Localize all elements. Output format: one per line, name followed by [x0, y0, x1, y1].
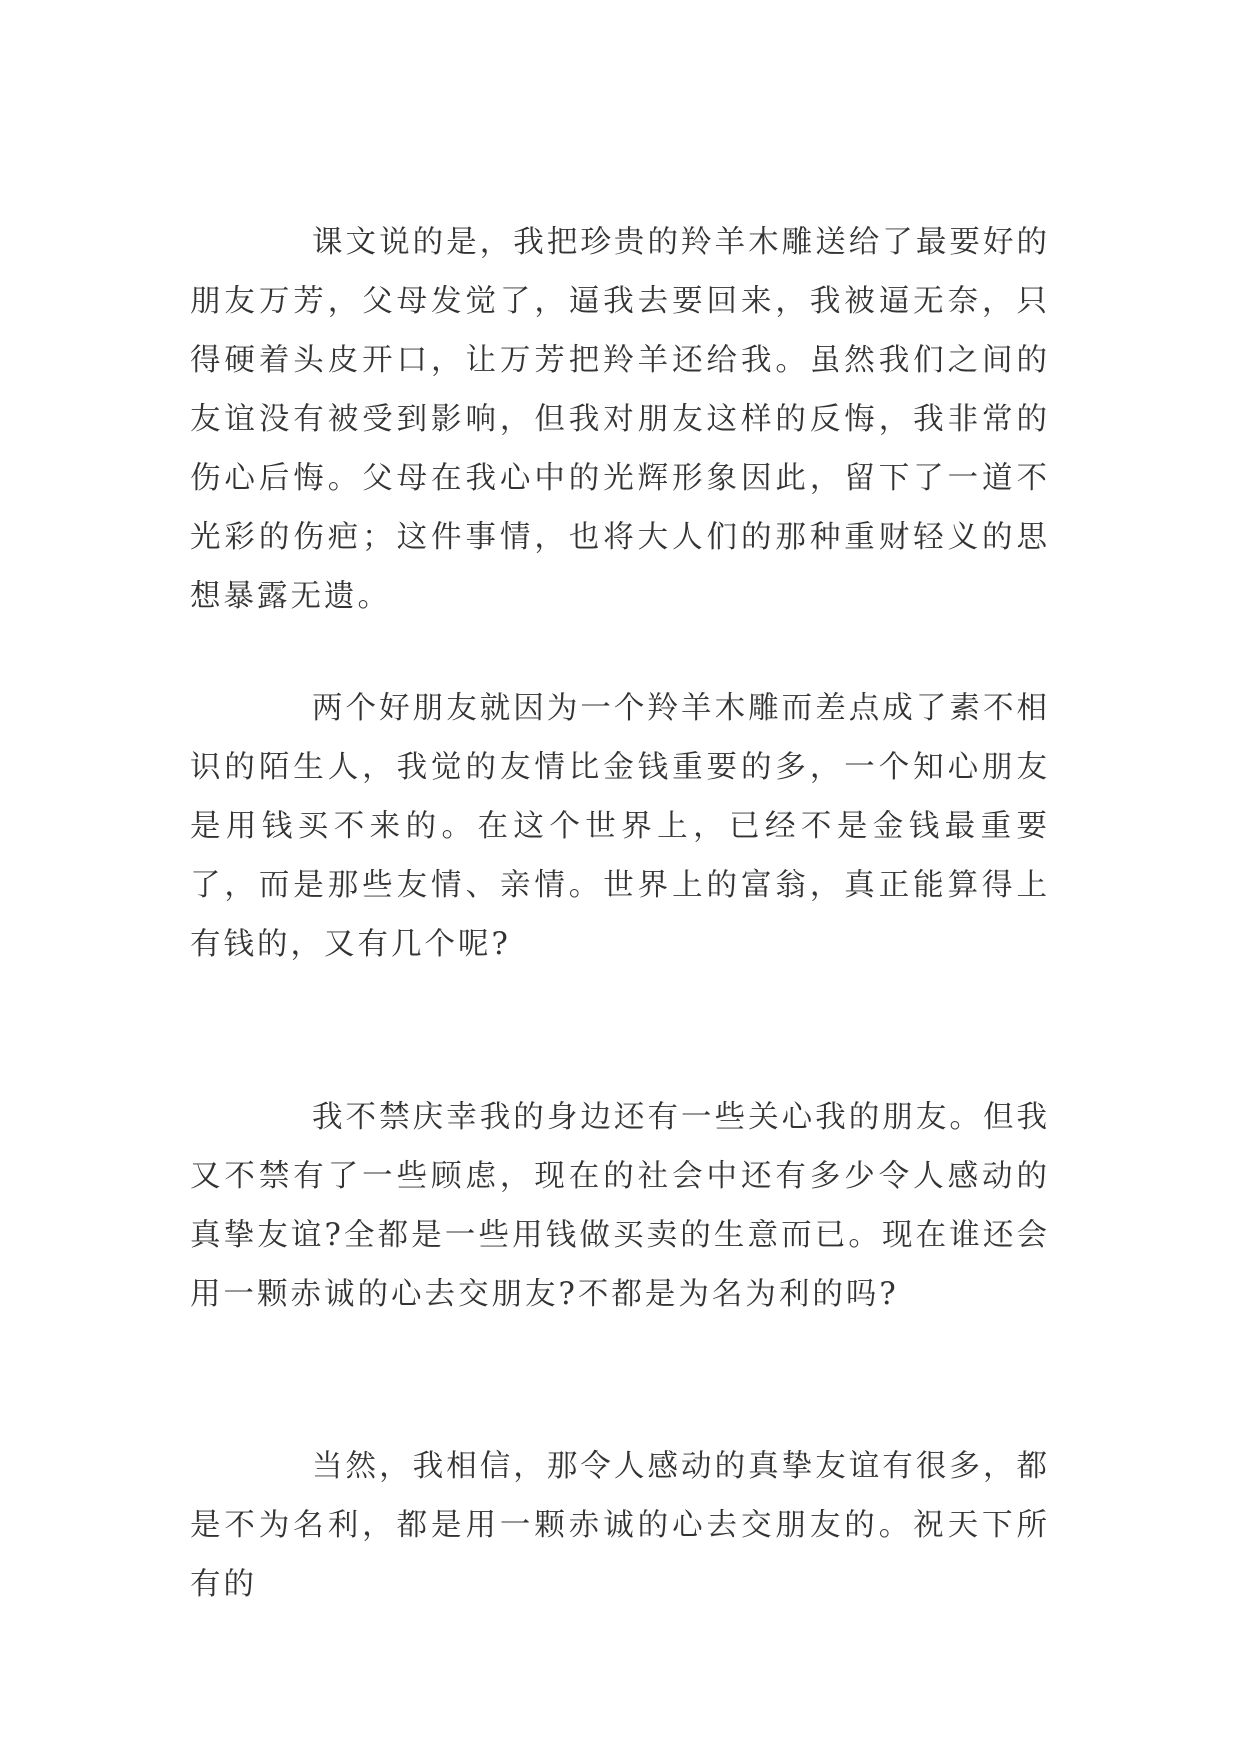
- paragraph-3: 我不禁庆幸我的身边还有一些关心我的朋友。但我又不禁有了一些顾虑，现在的社会中还有多少令人感动的真挚友谊?全都是一些用钱做买卖的生意而已。现在谁还会用一颗赤诚的心去交朋友?不都是为名为利的吗?: [190, 1100, 1050, 1312]
- paragraph-4: 当然，我相信，那令人感动的真挚友谊有很多，都是不为名利，都是用一颗赤诚的心去交朋友的。祝天下所有的: [190, 1449, 1050, 1602]
- paragraph-1: 课文说的是，我把珍贵的羚羊木雕送给了最要好的朋友万芳，父母发觉了，逼我去要回来，我被逼无奈，只得硬着头皮开口，让万芳把羚羊还给我。虽然我们之间的友谊没有被受到影响，但我对朋友这样的反悔，我非常的伤心后悔。父母在我心中的光辉形象因此，留下了一道不光彩的伤疤；这件事情，也将大人们的那种重财轻义的思想暴露无遗。: [190, 225, 1050, 614]
- paragraph-2: 两个好朋友就因为一个羚羊木雕而差点成了素不相识的陌生人，我觉的友情比金钱重要的多，一个知心朋友是用钱买不来的。在这个世界上，已经不是金钱最重要了，而是那些友情、亲情。世界上的富翁，真正能算得上有钱的，又有几个呢?: [190, 691, 1050, 962]
